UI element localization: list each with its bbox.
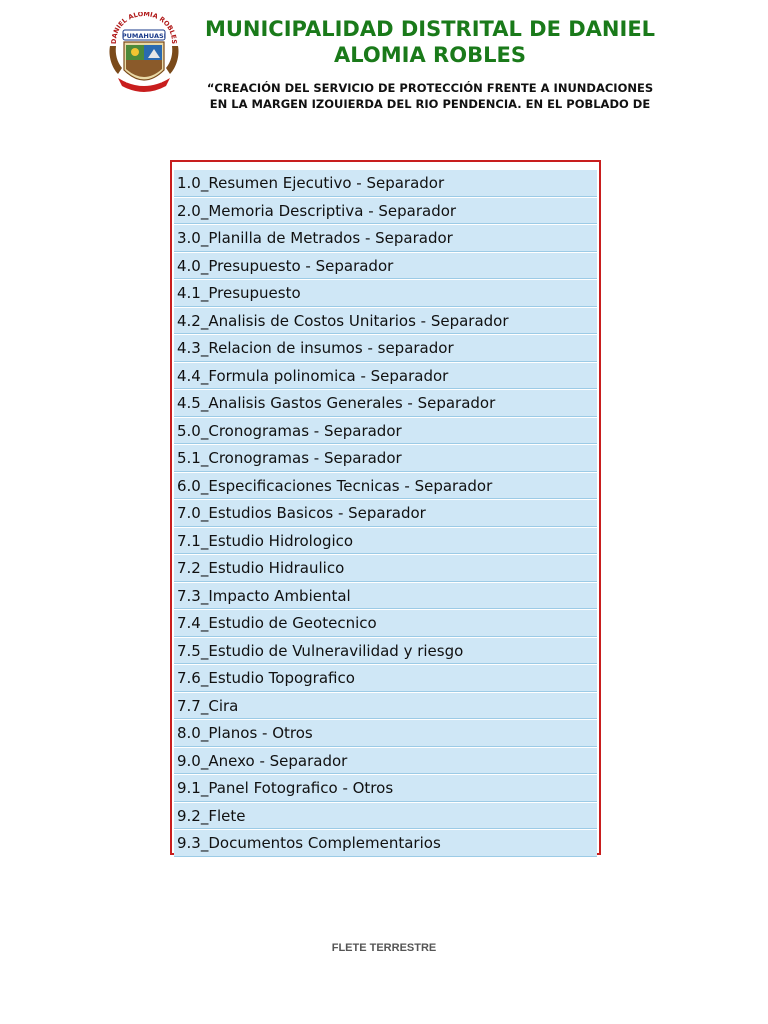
seal-banner: PUMAHUASI xyxy=(121,32,167,40)
toc-item: 7.3_Impacto Ambiental xyxy=(174,583,597,610)
toc-item: 7.2_Estudio Hidraulico xyxy=(174,555,597,582)
project-subtitle xyxy=(180,80,680,112)
subtitle-line-2: EN LA MARGEN IZOUIERDA DEL RIO PENDENCIA. EN EL POBLADO DE xyxy=(209,97,651,111)
toc-item: 4.0_Presupuesto - Separador xyxy=(174,253,597,280)
toc-item: 7.1_Estudio Hidrologico xyxy=(174,528,597,555)
table-of-contents xyxy=(170,160,601,855)
toc-item: 9.2_Flete xyxy=(174,803,597,830)
toc-item: 7.7_Cira xyxy=(174,693,597,720)
toc-item: 4.1_Presupuesto xyxy=(174,280,597,307)
toc-item: 8.0_Planos - Otros xyxy=(174,720,597,747)
toc-item: 9.1_Panel Fotografico - Otros xyxy=(174,775,597,802)
toc-item: 5.1_Cronogramas - Separador xyxy=(174,445,597,472)
toc-item: 7.5_Estudio de Vulneravilidad y riesgo xyxy=(174,638,597,665)
toc-item: 5.0_Cronogramas - Separador xyxy=(174,418,597,445)
page-title: MUNICIPALIDAD DISTRITAL DE DANIEL ALOMIA ROBLES xyxy=(204,17,656,67)
toc-item: 3.0_Planilla de Metrados - Separador xyxy=(174,225,597,252)
toc-item: 4.2_Analisis de Costos Unitarios - Separador xyxy=(174,308,597,335)
toc-item: 4.4_Formula polinomica - Separador xyxy=(174,363,597,390)
footer-label: FLETE TERRESTRE xyxy=(331,942,437,954)
toc-item: 9.3_Documentos Complementarios xyxy=(174,830,597,857)
toc-item: 7.0_Estudios Basicos - Separador xyxy=(174,500,597,527)
toc-item: 7.6_Estudio Topografico xyxy=(174,665,597,692)
toc-item: 6.0_Especificaciones Tecnicas - Separador xyxy=(174,473,597,500)
toc-item: 4.5_Analisis Gastos Generales - Separador xyxy=(174,390,597,417)
toc-item: 9.0_Anexo - Separador xyxy=(174,748,597,775)
toc-item: 1.0_Resumen Ejecutivo - Separador xyxy=(174,170,597,197)
toc-item: 7.4_Estudio de Geotecnico xyxy=(174,610,597,637)
municipal-seal-logo xyxy=(104,12,184,98)
subtitle-line-1: “CREACIÓN DEL SERVICIO DE PROTECCIÓN FRENTE A INUNDACIONES xyxy=(206,81,654,95)
toc-item: 2.0_Memoria Descriptiva - Separador xyxy=(174,198,597,225)
seal-text: DANIEL ALOMIA ROBLES xyxy=(109,12,179,45)
toc-item: 4.3_Relacion de insumos - separador xyxy=(174,335,597,362)
